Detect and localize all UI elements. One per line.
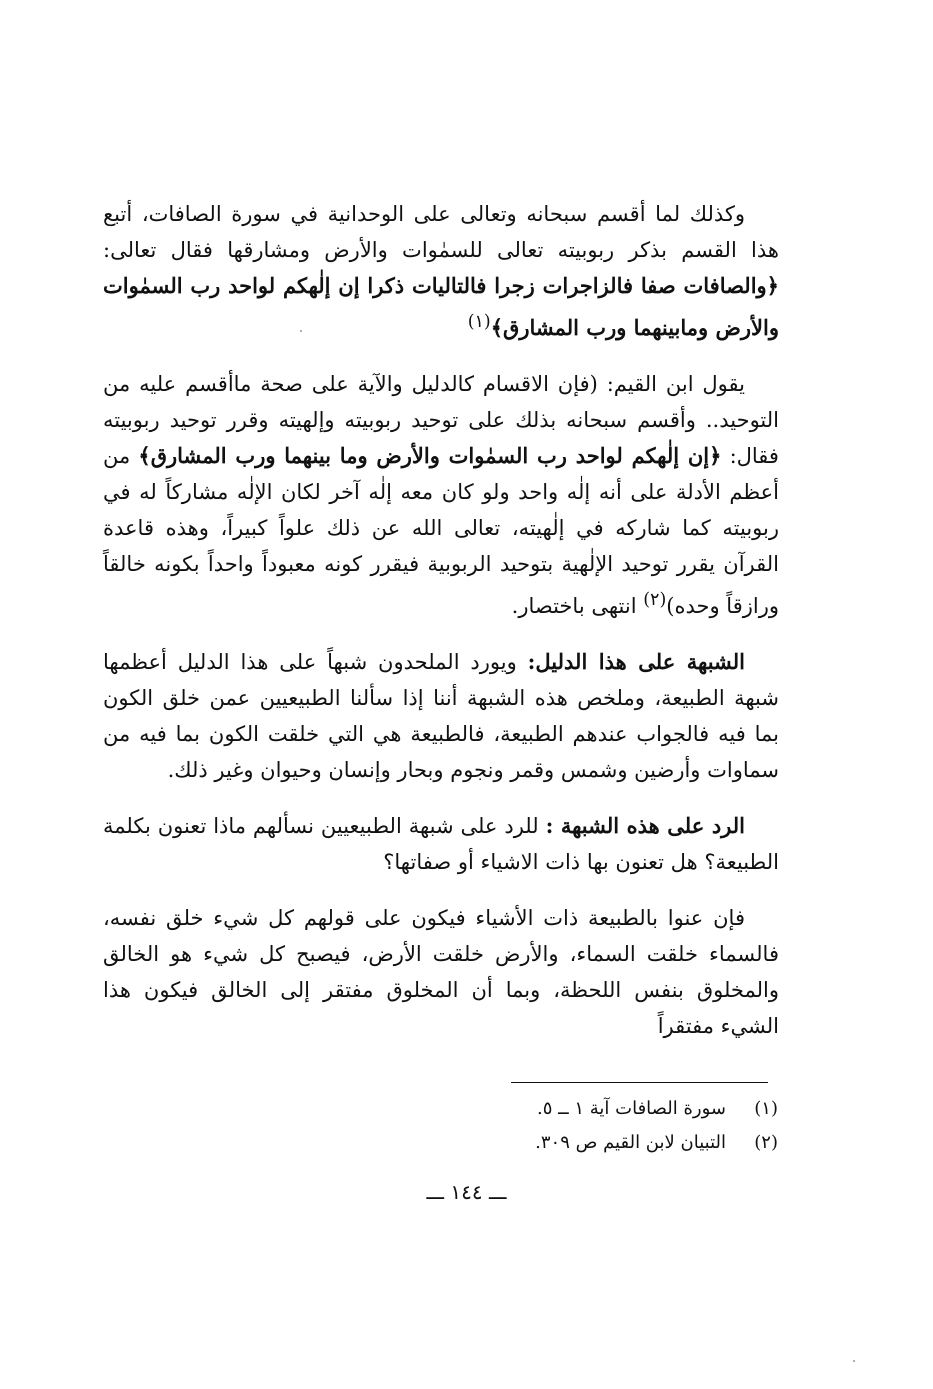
paragraph-5: [103, 900, 779, 1044]
main-text: [103, 196, 779, 1044]
paragraph-text: للرد على شبهة الطبيعيين نسألهم ماذا تعنون بكلمة الطبيعة؟ هل تعنون بها ذات الاشياء أو صفاتها؟: [103, 814, 779, 874]
footnote-number: (١): [754, 1098, 778, 1119]
paragraph-3: [103, 644, 779, 788]
paragraph-text: يقول ابن القيم: (فإن الاقسام كالدليل والآية على صحة ماأقسم عليه من التوحيد.. وأقسم سبحانه بذلك على توحيد ربوبيته وإلهيته وقرر توحيد ربوبيته فقال:: [103, 372, 779, 468]
paragraph-text: فإن عنوا بالطبيعة ذات الأشياء فيكون على قولهم كل شيء خلق نفسه، فالسماء خلقت السماء، والأرض خلقت الأرض، فيصبح كل شيء هو الخالق والمخلوق بنفس اللحظة، وبما أن المخلوق مفتقر إلى الخالق فيكون هذا الشيء مفتقراً: [103, 906, 779, 1038]
page-number: ـــ ١٤٤ ـــ: [426, 1180, 507, 1204]
quran-verse: ﴿إن إلٰهكم لواحد رب السمٰوات والأرض وما بينهما ورب المشارق﴾: [138, 443, 722, 468]
footnote-ref-2: (٢): [643, 590, 667, 610]
paragraph-4: [103, 808, 779, 880]
footnote-item: [400, 1092, 778, 1126]
footnote-divider: [511, 1082, 768, 1083]
footnote-text: التبيان لابن القيم ص ٣٠٩.: [535, 1132, 726, 1153]
paragraph-text: وكذلك لما أقسم سبحانه وتعالى على الوحدانية في سورة الصافات، أتبع هذا القسم بذكر ربوبيته تعالى للسمٰوات والأرض ومشارقها فقال تعالى:: [103, 202, 779, 262]
footnote-item: [400, 1126, 778, 1160]
footnote-number: (٢): [754, 1132, 778, 1153]
scan-speck: [853, 1360, 855, 1362]
scan-speck: [300, 330, 302, 332]
footnotes: [400, 1092, 778, 1160]
paragraph-1: [103, 196, 779, 346]
footnote-ref-1: (١): [467, 312, 491, 332]
section-heading: الشبهة على هذا الدليل:: [527, 649, 745, 674]
quran-verse: ﴿والصافات صفا فالزاجرات زجرا فالتاليات ذكرا إن إلٰهكم لواحد رب السمٰوات والأرض ومابينهما ورب المشارق﴾: [103, 273, 779, 340]
paragraph-text: انتهى باختصار.: [511, 594, 644, 618]
footnote-text: سورة الصافات آية ١ ــ ٥.: [536, 1098, 726, 1119]
paragraph-2: [103, 366, 779, 624]
paragraph-text: من أعظم الأدلة على أنه إلٰه واحد ولو كان معه إلٰه آخر لكان الإلٰه مشاركاً له في ربوبيته كما شاركه في إلٰهيته، تعالى الله عن ذلك علواً كبيراً، وهذه قاعدة القرآن يقرر توحيد الإلٰهية بتوحيد الربوبية فيقرر كونه معبوداً واحداً بكونه خالقاً ورازقاً وحده): [103, 444, 779, 618]
section-heading: الرد على هذه الشبهة :: [545, 813, 746, 838]
paragraph-text: ويورد الملحدون شبهاً على هذا الدليل أعظمها شبهة الطبيعة، وملخص هذه الشبهة أننا إذا سألنا الطبيعيين عمن خلق الكون بما فيه فالجواب عندهم الطبيعة، فالطبيعة هي التي خلقت الكون بما فيه من سماوات وأرضين وشمس وقمر ونجوم وبحار وإنسان وحيوان وغير ذلك.: [103, 650, 779, 782]
